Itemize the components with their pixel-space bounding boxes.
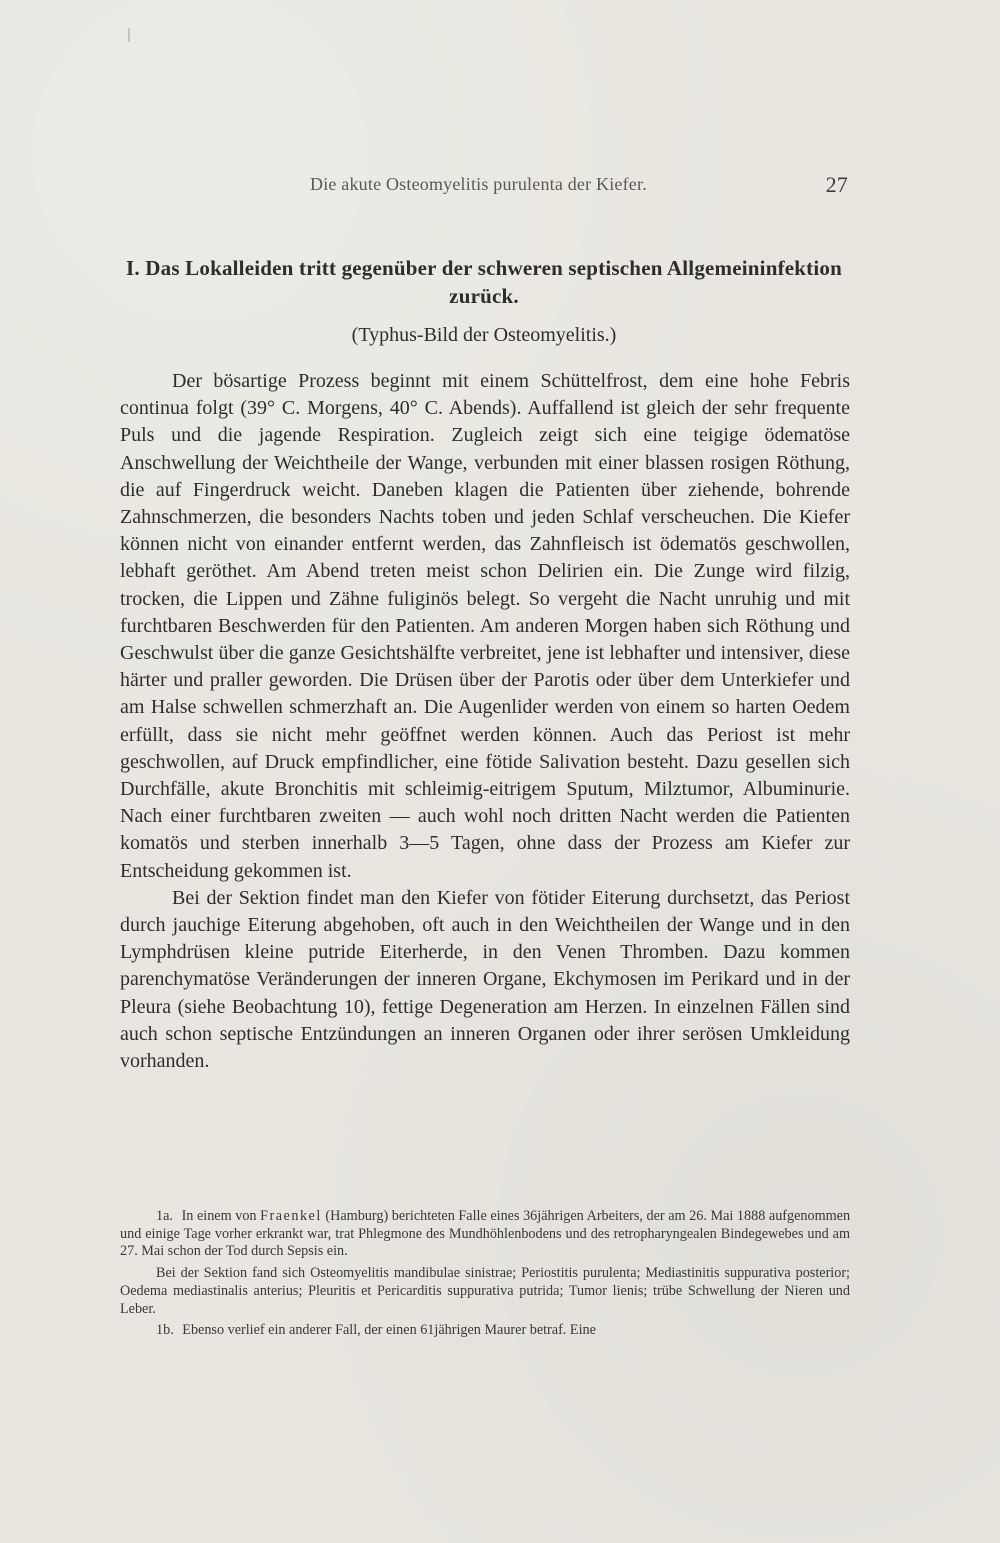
footnote-label: 1a. (156, 1208, 173, 1224)
footnote-text: (Hamburg) berichteten Falle eines 36jährigen Arbeiters, der am 26. Mai 1888 aufgenommen und einige Tage vorher erkrankt war, trat Phlegmone des Mundhöhlenbodens und des retropharyngealen Bindegewebes und am 27. Mai schon der Tod durch Sepsis ein. (120, 1208, 851, 1260)
paragraph-1: Der bösartige Prozess beginnt mit einem Schüttelfrost, dem eine hohe Febris continua folgt (39° C. Morgens, 40° C. Abends). Auffallend ist gleich der sehr frequente Puls und die jagende Respiration. Zugleich zeigt sich eine teigige ödematöse Anschwellung der Weichtheile der Wange, verbunden mit einer blassen rosigen Röthung, die auf Fingerdruck weicht. Daneben klagen die Patienten über ziehende, bohrende Zahnschmerzen, die besonders Nachts toben und jeden Schlaf verscheuchen. Die Kiefer können nicht von einander entfernt werden, das Zahnfleisch ist ödematös geschwollen, lebhaft geröthet. Am Abend treten meist schon Delirien ein. Die Zunge wird filzig, trocken, die Lippen und Zähne fuliginös belegt. So vergeht die Nacht unruhig und mit furchtbaren Beschwerden für den Patienten. Am anderen Morgen haben sich Röthung und Geschwulst über die ganze Gesichtshälfte verbreitet, jene ist lebhafter und intensiver, diese härter und praller geworden. Die Drüsen über der Parotis oder über dem Unterkiefer und am Halse schwellen schmerzhaft an. Die Augenlider werden von einem so harten Oedem erfüllt, dass sie nicht mehr geöffnet werden können. Auch das Periost ist mehr geschwollen, auf Druck empfindlicher, eine fötide Salivation besteht. Dazu gesellen sich Durchfälle, akute Bronchitis mit schleimig-eitrigem Sputum, Milztumor, Albuminurie. Nach einer furchtbaren zweiten — auch wohl noch dritten Nacht werden die Patienten komatös und sterben innerhalb 3—5 Tagen, ohne dass der Prozess am Kiefer zur Entscheidung gekommen ist. (120, 370, 850, 882)
author-name: Fraenkel (260, 1208, 322, 1224)
running-header (120, 172, 848, 202)
scan-mark (128, 28, 130, 42)
footnote-section-findings: Bei der Sektion fand sich Osteomyelitis mandibulae sinistrae; Periostitis purulenta; Mediastinitis suppurativa posterior; Oedema mediastinalis anterius; Pleuritis et Pericarditis suppurativa putrida; Tumor lienis; trübe Schwellung der Nieren und Leber. (120, 1265, 850, 1317)
footnote-text: In einem von (181, 1208, 257, 1224)
section-subtitle: (Typhus-Bild der Osteomyelitis.) (351, 324, 617, 346)
paragraph-2: Bei der Sektion findet man den Kiefer von fötider Eiterung durchsetzt, das Periost durch jauchige Eiterung abgehoben, oft auch in den Weichtheilen der Wange und in den Lymphdrüsen kleine putride Eiterherde, in den Venen Thromben. Dazu kommen parenchymatöse Veränderungen der inneren Organe, Ekchymosen im Perikard und in der Pleura (siehe Beobachtung 10), fettige Degeneration am Herzen. In einzelnen Fällen sind auch schon septische Entzündungen an inneren Organen oder ihrer serösen Umkleidung vorhanden. (120, 886, 850, 1073)
section-title: I. Das Lokalleiden tritt gegenüber der schweren septischen Allgemeininfektion zurück. (126, 256, 842, 308)
footnote-1a (120, 1208, 850, 1261)
page-number: 27 (825, 172, 848, 197)
footnote-label: 1b. (156, 1322, 174, 1339)
running-title: Die akute Osteomyelitis purulenta der Kiefer. (310, 174, 647, 194)
footnote-1b (120, 1322, 850, 1340)
footnotes (120, 1208, 850, 1344)
main-text (120, 368, 850, 1075)
footnote-text: Ebenso verlief ein anderer Fall, der einen 61jährigen Maurer betraf. Eine (182, 1322, 596, 1339)
